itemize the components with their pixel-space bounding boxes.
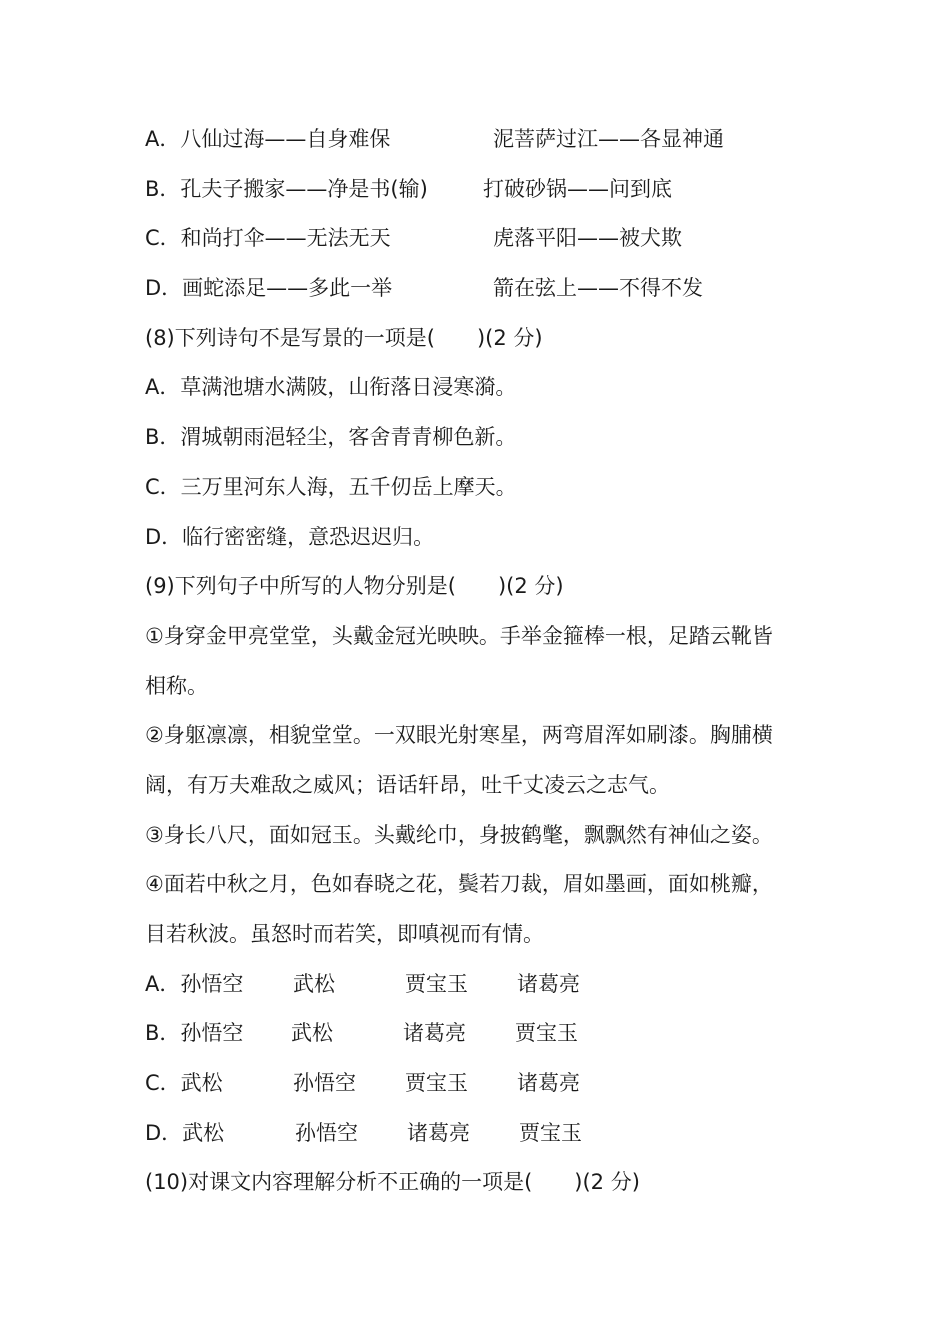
q9-option-d-name-3: 诸葛亮 (407, 1120, 470, 1145)
q9-passage-line: 相称。 (145, 673, 208, 698)
q9-option-d (145, 1109, 825, 1159)
q7-option-b (145, 165, 825, 215)
q9-option-c-name-4: 诸葛亮 (517, 1071, 580, 1096)
q8-option-d: D．临行密密缝，意恐迟迟归。 (145, 524, 435, 549)
q9-stem: (9)下列句子中所写的人物分别是( )(2 分) (145, 574, 564, 599)
q8-option-b: B．渭城朝雨浥轻尘，客舍青青柳色新。 (145, 425, 517, 450)
q9-passage-line: ①身穿金甲亮堂堂，头戴金冠光映映。手举金箍棒一根，足踏云靴皆 (145, 623, 773, 648)
q9-option-b-name-4: 贾宝玉 (515, 1021, 578, 1046)
document-page (145, 115, 825, 1208)
q7-option-a (145, 115, 825, 165)
q7-option-d-left: D．画蛇添足——多此一举 (145, 276, 393, 301)
q7-option-c-left: C．和尚打伞——无法无天 (145, 226, 391, 251)
q8-option-c: C．三万里河东人海，五千仞岳上摩天。 (145, 474, 517, 499)
q9-option-a (145, 960, 825, 1010)
q9-option-c-name-1: C．武松 (145, 1071, 223, 1096)
q7-option-b-left: B．孔夫子搬家——净是书(输) (145, 176, 428, 201)
q9-option-a-name-2: 武松 (293, 971, 335, 996)
q8-stem: (8)下列诗句不是写景的一项是( )(2 分) (145, 325, 543, 350)
q9-option-c-name-2: 孙悟空 (293, 1071, 356, 1096)
q9-option-b (145, 1009, 825, 1059)
q9-option-b-name-2: 武松 (291, 1021, 333, 1046)
q10-stem: (10)对课文内容理解分析不正确的一项是( )(2 分) (145, 1170, 640, 1195)
q9-option-c-name-3: 贾宝玉 (405, 1071, 468, 1096)
q9-option-a-name-3: 贾宝玉 (405, 971, 468, 996)
q7-option-a-right: 泥菩萨过江——各显神通 (493, 127, 724, 151)
q9-option-a-name-1: A．孙悟空 (145, 971, 244, 996)
q9-option-b-name-3: 诸葛亮 (403, 1021, 466, 1046)
q9-option-d-name-2: 孙悟空 (295, 1120, 358, 1145)
q9-option-c (145, 1059, 825, 1109)
q7-option-a-left: A．八仙过海——自身难保 (145, 127, 391, 151)
q9-option-d-name-1: D．武松 (145, 1120, 225, 1145)
q7-option-b-right: 打破砂锅——问到底 (483, 176, 672, 201)
q9-passage-line: ③身长八尺，面如冠玉。头戴纶巾，身披鹤氅，飘飘然有神仙之姿。 (145, 822, 773, 847)
q9-passage-line: ④面若中秋之月，色如春晓之花，鬓若刀裁，眉如墨画，面如桃瓣， (145, 872, 773, 897)
q7-option-c-right: 虎落平阳——被犬欺 (493, 226, 682, 251)
q9-option-b-name-1: B．孙悟空 (145, 1021, 244, 1046)
q9-passage-line: 目若秋波。虽怒时而若笑，即嗔视而有情。 (145, 922, 544, 946)
q7-option-d (145, 264, 825, 314)
q9-passage-line: 阔，有万夫难敌之威风；语话轩昂，吐千丈凌云之志气。 (145, 772, 670, 797)
q7-option-d-right: 箭在弦上——不得不发 (493, 276, 703, 301)
q7-option-c (145, 214, 825, 264)
q8-option-a: A．草满池塘水满陂，山衔落日浸寒漪。 (145, 375, 517, 400)
q9-passage-line: ②身躯凛凛，相貌堂堂。一双眼光射寒星，两弯眉浑如刷漆。胸脯横 (145, 723, 773, 748)
q9-option-a-name-4: 诸葛亮 (517, 971, 580, 996)
q9-option-d-name-4: 贾宝玉 (519, 1120, 582, 1145)
